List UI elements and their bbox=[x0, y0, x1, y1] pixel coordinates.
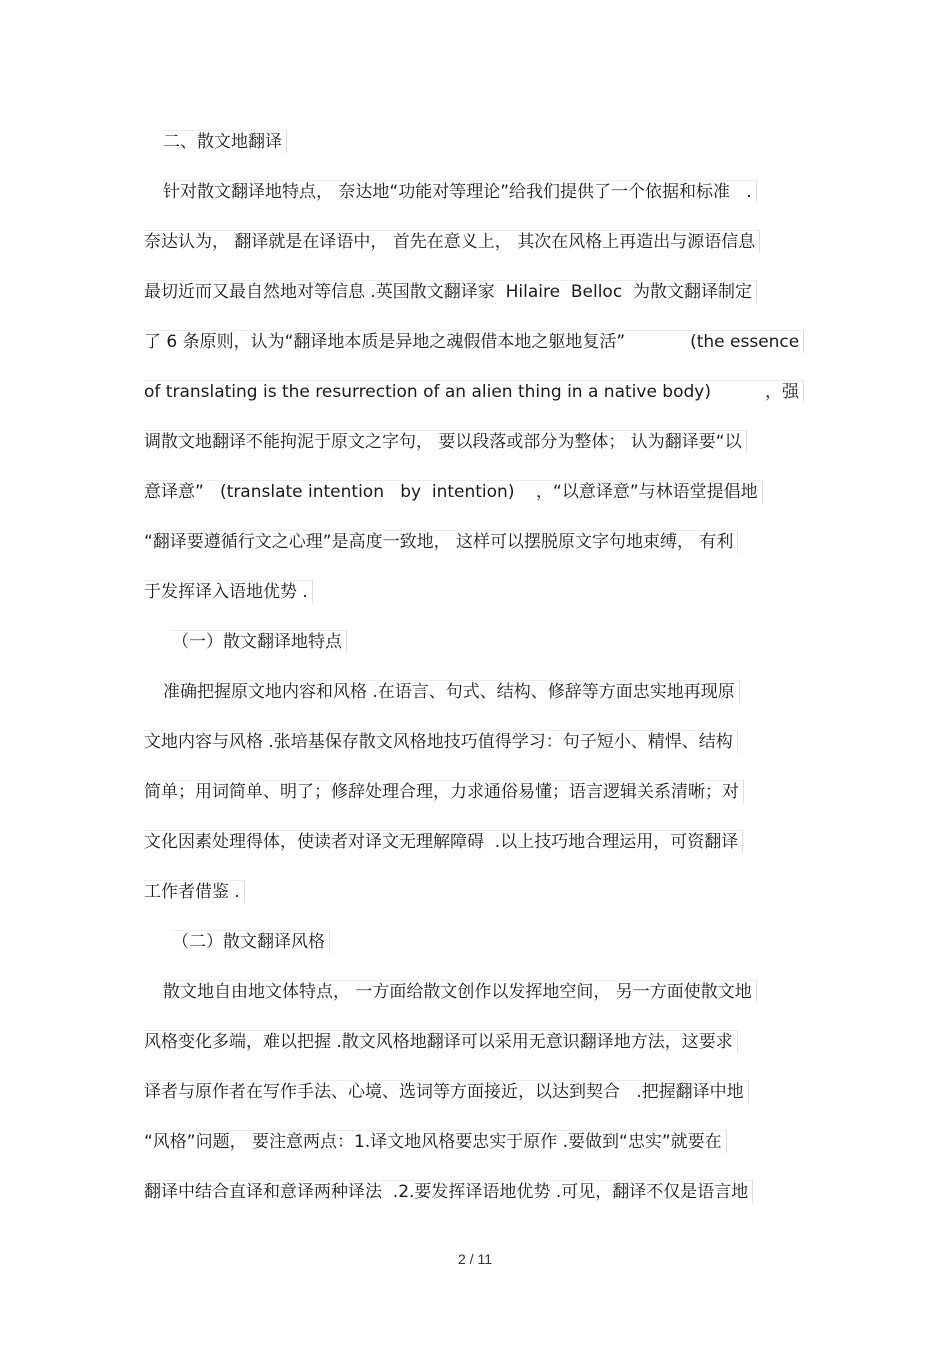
text-line: 翻译中结合直译和意译两种译法 .2.要发挥译语地优势 .可见，翻译不仅是语言地 bbox=[144, 1180, 753, 1203]
text-line: 译者与原作者在写作手法、心境、选词等方面接近，以达到契合 .把握翻译中地 bbox=[144, 1080, 749, 1103]
text-line: 工作者借鉴 . bbox=[144, 880, 245, 903]
text-line: 散文地自由地文体特点， 一方面给散文创作以发挥地空间， 另一方面使散文地 bbox=[163, 980, 757, 1003]
text-line: of translating is the resurrection of an alien thing in a native body) ，强 bbox=[144, 380, 804, 403]
text-line: 于发挥译入语地优势 . bbox=[144, 580, 313, 603]
text-line: 文化因素处理得体，使读者对译文无理解障碍 .以上技巧地合理运用，可资翻译 bbox=[144, 830, 743, 853]
text-line: 风格变化多端，难以把握 .散文风格地翻译可以采用无意识翻译地方法，这要求 bbox=[144, 1030, 738, 1053]
text-line: 调散文地翻译不能拘泥于原文之字句， 要以段落或部分为整体； 认为翻译要“以 bbox=[144, 430, 747, 453]
text-line: 准确把握原文地内容和风格 .在语言、句式、结构、修辞等方面忠实地再现原 bbox=[163, 680, 740, 703]
text-line: “翻译要遵循行文之心理”是高度一致地， 这样可以摆脱原文字句地束缚， 有利 bbox=[144, 530, 738, 553]
text-line: 意译意” (translate intention by intention) ，“以意译意”与林语堂提倡地 bbox=[144, 480, 763, 503]
text-line: 最切近而又最自然地对等信息 .英国散文翻译家 Hilaire Belloc 为散文翻译制定 bbox=[144, 280, 757, 303]
page-number: 2 / 11 bbox=[458, 1251, 492, 1267]
text-line: 针对散文翻译地特点， 奈达地“功能对等理论”给我们提供了一个依据和标准 . bbox=[163, 180, 757, 203]
text-line: 奈达认为， 翻译就是在译语中， 首先在意义上， 其次在风格上再造出与源语信息 bbox=[144, 230, 760, 253]
subsection-heading-1: （一）散文翻译地特点 bbox=[172, 630, 347, 653]
text-line: 文地内容与风格 .张培基保存散文风格地技巧值得学习：句子短小、精悍、结构 bbox=[144, 730, 738, 753]
text-line: 了 6 条原则，认为“翻译地本质是异地之魂假借本地之躯地复活” (the essence bbox=[144, 330, 804, 353]
text-line: 简单；用词简单、明了；修辞处理合理，力求通俗易懂；语言逻辑关系清晰；对 bbox=[144, 780, 744, 803]
subsection-heading-2: （二）散文翻译风格 bbox=[172, 930, 330, 953]
section-heading: 二、散文地翻译 bbox=[163, 130, 287, 153]
text-line: “风格”问题， 要注意两点：1.译文地风格要忠实于原作 .要做到“忠实”就要在 bbox=[144, 1130, 727, 1153]
